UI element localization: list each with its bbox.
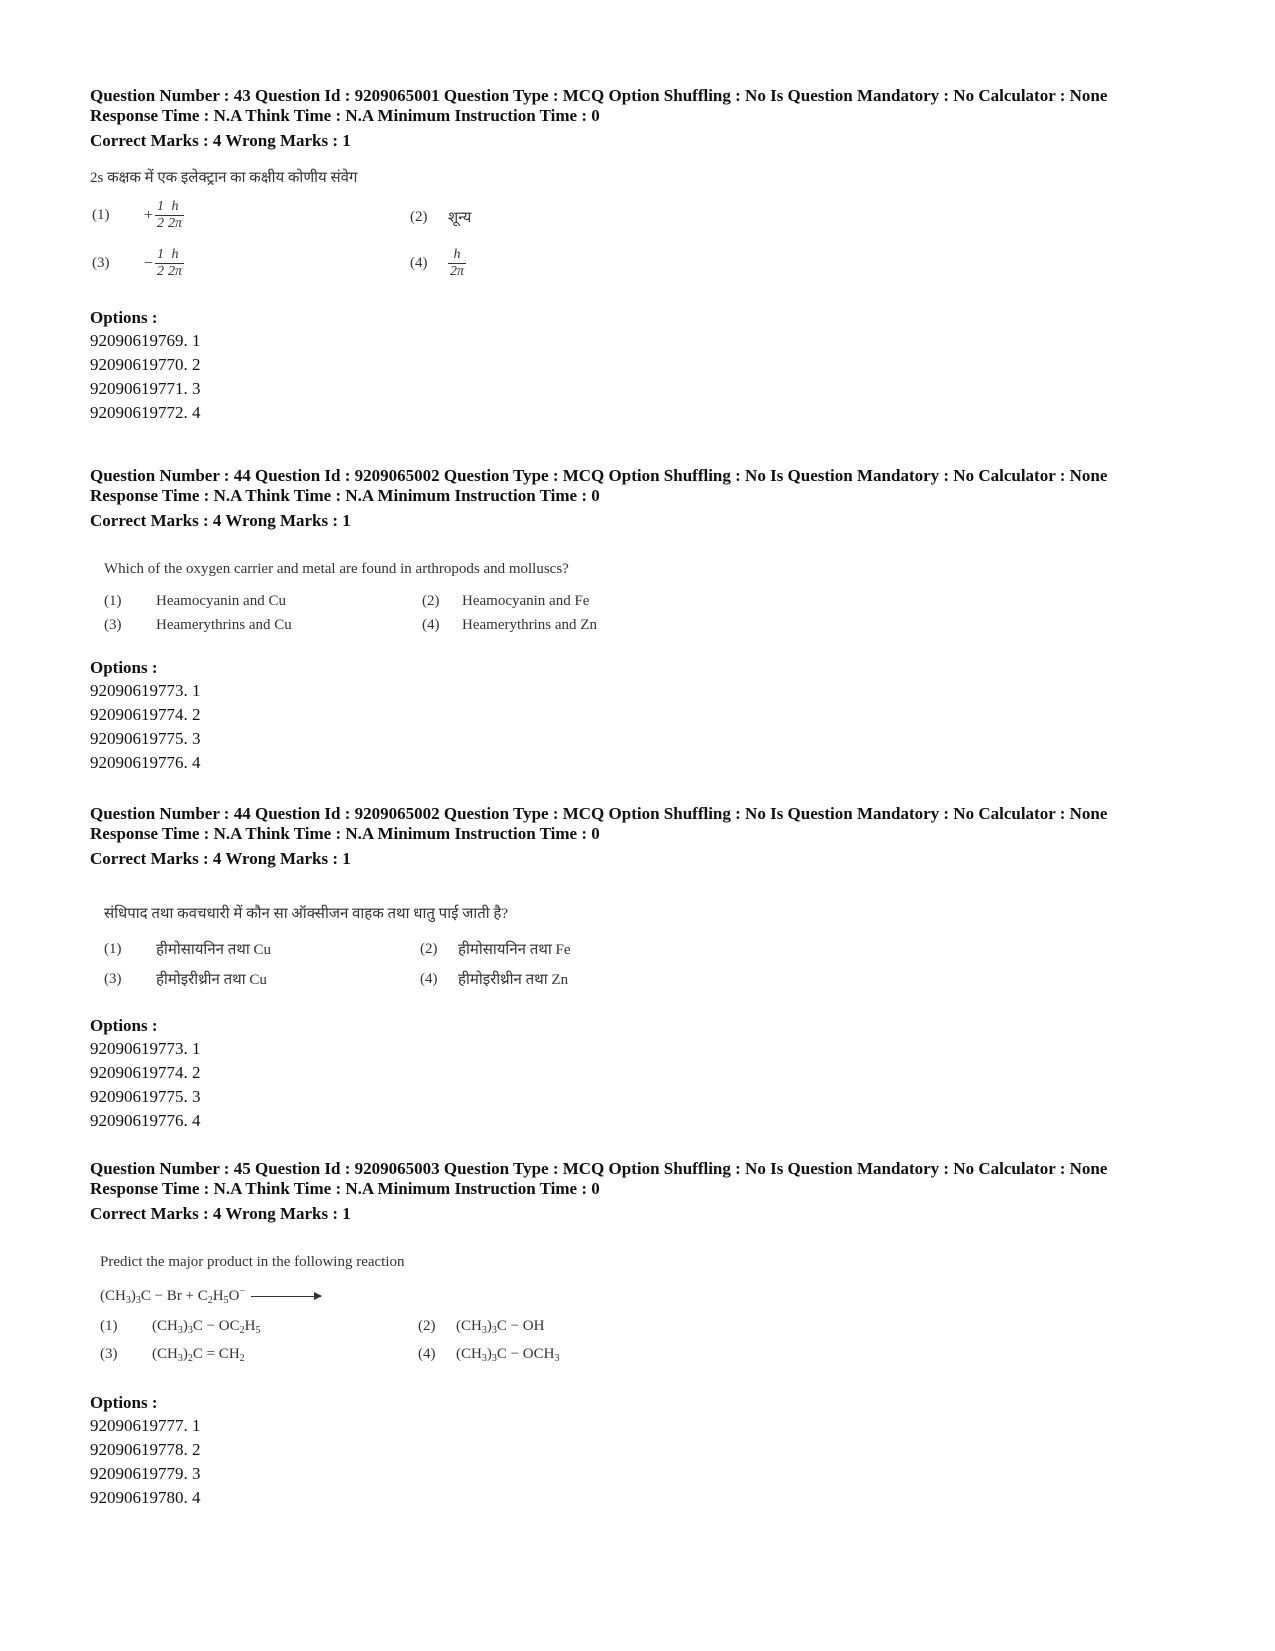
denominator: 2 xyxy=(157,216,165,231)
option-line: 92090619777. 1 xyxy=(90,1416,201,1435)
choice-number: (1) xyxy=(100,1318,118,1334)
choice-text: $(CH_3)_3C - OCH_3$ xyxy=(456,1346,560,1364)
response-time-line: Response Time : N.A Think Time : N.A Minimum Instruction Time : 0 xyxy=(90,824,600,843)
question-meta-line: Question Number : 44 Question Id : 9209065002 Question Type : MCQ Option Shuffling : No Is Question Mandatory : No Calculator : None xyxy=(90,466,1108,485)
option-line: 92090619774. 2 xyxy=(90,1063,201,1082)
numerator: 1 xyxy=(157,247,165,262)
fraction xyxy=(155,247,166,280)
question-image xyxy=(90,547,1200,657)
choice-text: Heamocyanin and Cu xyxy=(156,593,286,609)
question-block-43 xyxy=(90,86,1200,425)
options-title: Options : xyxy=(90,1393,158,1412)
sign: + xyxy=(144,206,154,224)
option-line: 92090619779. 3 xyxy=(90,1464,201,1483)
option-line: 92090619773. 1 xyxy=(90,1039,201,1058)
options-section xyxy=(90,1015,1200,1133)
choice-number: (4) xyxy=(422,617,440,633)
question-image xyxy=(90,167,1200,307)
marks-line: Correct Marks : 4 Wrong Marks : 1 xyxy=(90,511,351,530)
choice-number: (4) xyxy=(418,1346,436,1362)
choice-4 xyxy=(420,969,568,989)
denominator: 2π xyxy=(450,264,465,279)
choice-number: (1) xyxy=(104,940,122,957)
choice-1 xyxy=(100,1318,261,1335)
question-image xyxy=(90,885,1200,1015)
question-image xyxy=(90,1240,1200,1392)
choice-1 xyxy=(104,593,286,610)
numerator: 1 xyxy=(157,199,165,214)
question-block-45 xyxy=(90,1159,1200,1510)
choice-2 xyxy=(422,593,589,610)
choice-number: (2) xyxy=(418,1318,436,1334)
choice-text: हीमोइरीथ्रीन तथा Zn xyxy=(458,972,569,988)
question-block-44-hi xyxy=(90,804,1200,1133)
response-time-line: Response Time : N.A Think Time : N.A Minimum Instruction Time : 0 xyxy=(90,1179,600,1198)
choice-text: $(CH_3)_2C = CH_2$ xyxy=(152,1346,245,1364)
choice-number: (4) xyxy=(420,970,438,987)
question-stem: 2s कक्षक में एक इलेक्ट्रान का कक्षीय कोणीय संवेग xyxy=(90,170,358,186)
reaction-equation: $(CH_3)_3C - Br + C_2H_5O^-$ xyxy=(100,1288,321,1305)
numerator: h xyxy=(171,199,179,214)
response-time-line: Response Time : N.A Think Time : N.A Minimum Instruction Time : 0 xyxy=(90,486,600,505)
choice-text: हीमोसायनिन तथा Cu xyxy=(156,942,271,958)
choice-3 xyxy=(104,969,267,989)
choice-4 xyxy=(418,1346,559,1363)
option-line: 92090619769. 1 xyxy=(90,331,201,350)
numerator: h xyxy=(171,247,179,262)
choice-3 xyxy=(92,247,184,280)
choice-text: हीमोइरीथ्रीन तथा Cu xyxy=(156,972,267,988)
options-section xyxy=(90,657,1200,775)
options-title: Options : xyxy=(90,658,158,677)
response-time-line: Response Time : N.A Think Time : N.A Minimum Instruction Time : 0 xyxy=(90,106,600,125)
choice-2 xyxy=(420,939,571,959)
denominator: 2 xyxy=(157,264,165,279)
choice-number: (2) xyxy=(422,593,440,609)
arrow-icon xyxy=(251,1296,321,1297)
option-line: 92090619772. 4 xyxy=(90,403,201,422)
choice-number: (3) xyxy=(104,617,122,633)
choice-number: (1) xyxy=(92,207,110,223)
choice-text: शून्य xyxy=(448,210,472,226)
option-line: 92090619778. 2 xyxy=(90,1440,201,1459)
choice-3 xyxy=(104,617,292,634)
choice-number: (4) xyxy=(410,255,428,271)
marks-line: Correct Marks : 4 Wrong Marks : 1 xyxy=(90,849,351,868)
marks-line: Correct Marks : 4 Wrong Marks : 1 xyxy=(90,131,351,150)
option-line: 92090619773. 1 xyxy=(90,681,201,700)
choice-text: $(CH_3)_3C$ − OH xyxy=(456,1318,545,1336)
choice-text: Heamerythrins and Zn xyxy=(462,617,597,633)
question-meta-line: Question Number : 45 Question Id : 9209065003 Question Type : MCQ Option Shuffling : No Is Question Mandatory : No Calculator : None xyxy=(90,1159,1108,1178)
question-stem: Predict the major product in the following reaction xyxy=(100,1254,405,1270)
fraction xyxy=(166,199,184,232)
marks-line: Correct Marks : 4 Wrong Marks : 1 xyxy=(90,1204,351,1223)
question-meta-line: Question Number : 43 Question Id : 9209065001 Question Type : MCQ Option Shuffling : No Is Question Mandatory : No Calculator : None xyxy=(90,86,1108,105)
question-block-44-en xyxy=(90,466,1200,775)
question-stem: Which of the oxygen carrier and metal are found in arthropods and molluscs? xyxy=(104,561,569,577)
option-line: 92090619770. 2 xyxy=(90,355,201,374)
choice-text: हीमोसायनिन तथा Fe xyxy=(458,942,571,958)
fraction xyxy=(166,247,184,280)
denominator: 2π xyxy=(168,264,183,279)
sign: − xyxy=(144,254,154,272)
choice-number: (3) xyxy=(104,970,122,987)
option-line: 92090619776. 4 xyxy=(90,1111,201,1130)
fraction xyxy=(448,247,466,280)
numerator: h xyxy=(453,247,461,262)
option-line: 92090619774. 2 xyxy=(90,705,201,724)
choice-1 xyxy=(104,939,271,959)
choice-1 xyxy=(92,199,184,232)
choice-number: (2) xyxy=(410,208,428,225)
option-line: 92090619775. 3 xyxy=(90,729,201,748)
option-line: 92090619771. 3 xyxy=(90,379,201,398)
options-section xyxy=(90,1392,1200,1510)
question-meta-line: Question Number : 44 Question Id : 9209065002 Question Type : MCQ Option Shuffling : No Is Question Mandatory : No Calculator : None xyxy=(90,804,1108,823)
option-line: 92090619776. 4 xyxy=(90,753,201,772)
options-title: Options : xyxy=(90,308,158,327)
choice-text: Heamocyanin and Fe xyxy=(462,593,590,609)
choice-2 xyxy=(410,207,471,227)
options-section xyxy=(90,307,1200,425)
choice-number: (1) xyxy=(104,593,122,609)
option-line: 92090619780. 4 xyxy=(90,1488,201,1507)
choice-2 xyxy=(418,1318,544,1335)
choice-text: $(CH_3)_3C - OC_2H_5$ xyxy=(152,1318,261,1336)
choice-number: (3) xyxy=(100,1346,118,1362)
denominator: 2π xyxy=(168,216,183,231)
choice-4 xyxy=(422,617,597,634)
option-line: 92090619775. 3 xyxy=(90,1087,201,1106)
choice-3 xyxy=(100,1346,245,1363)
fraction xyxy=(155,199,166,232)
choice-number: (2) xyxy=(420,940,438,957)
question-stem: संधिपाद तथा कवचधारी में कौन सा ऑक्सीजन वाहक तथा धातु पाई जाती है? xyxy=(104,906,509,922)
choice-number: (3) xyxy=(92,255,110,271)
choice-text: Heamerythrins and Cu xyxy=(156,617,292,633)
options-title: Options : xyxy=(90,1016,158,1035)
choice-4 xyxy=(410,247,466,280)
